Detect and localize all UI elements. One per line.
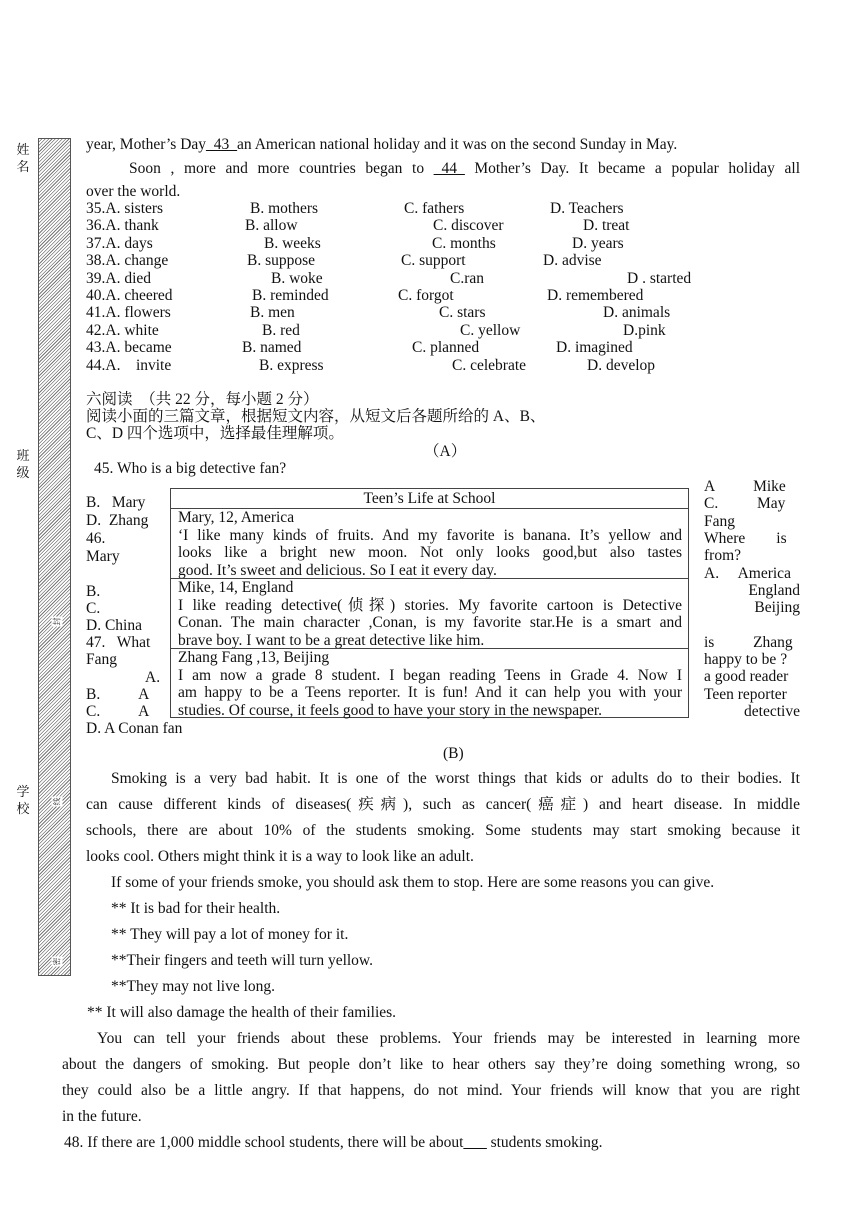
cloze-text: Mother’s Day. It became a popular holiday all	[474, 160, 801, 177]
section-heading: 六阅读 （共 22 分，每小题 2 分）	[86, 391, 319, 408]
option-row	[86, 235, 786, 252]
blank-43: _43_	[206, 136, 238, 153]
table-row	[171, 508, 688, 578]
para-line: they could also be a little angry. If that happens, do not mind. Your friends will know that you are right	[62, 1082, 800, 1099]
seal-mark: 封	[52, 617, 62, 626]
para-line: looks cool. Others might think it is a way to look like an adult.	[86, 848, 474, 865]
row-head: Mike, 14, England	[178, 579, 294, 596]
option-c: C. celebrate	[452, 356, 527, 374]
right-col-line: A. America	[704, 565, 791, 582]
option-row	[86, 252, 786, 269]
para-line: about the dangers of smoking. But people don’t like to hear others say they’re doing something wrong, so	[62, 1056, 800, 1073]
right-col-line: detective	[744, 703, 800, 720]
option-row	[86, 287, 786, 304]
left-col-line: 47. What	[86, 634, 151, 651]
option-c: C. months	[432, 234, 496, 252]
option-a: 37.A. days	[86, 234, 153, 252]
option-b: B. men	[250, 304, 295, 322]
left-col-line: Fang	[86, 651, 117, 668]
right-col-line: happy to be ?	[704, 651, 788, 668]
option-b: B. express	[259, 356, 324, 374]
row-line: brave boy. I want to be a great detective like him.	[178, 631, 485, 649]
row-line: Conan. The main character ,Conan, is my favorite star.He is a smart and	[178, 614, 682, 631]
option-c: C. support	[401, 252, 466, 270]
option-c: C. yellow	[460, 321, 521, 339]
reason-item: **They may not live long.	[111, 978, 276, 995]
cloze-line-3: over the world.	[86, 183, 181, 200]
option-b: B. allow	[245, 217, 298, 235]
label-char: 学	[16, 785, 30, 800]
q48-text: students smoking.	[490, 1134, 603, 1151]
left-col-line: C. A	[86, 703, 150, 720]
row-line: I am now a grade 8 student. I began reading Teens in Grade 4. Now I	[178, 666, 682, 684]
option-d: D. remembered	[547, 287, 644, 304]
right-col-line: is Zhang	[704, 634, 793, 651]
right-col-line: Beijing	[754, 599, 800, 616]
question-48	[64, 1130, 603, 1156]
answer-blank: ___	[463, 1134, 487, 1151]
option-b: B. reminded	[252, 287, 329, 304]
reason-item: **Their fingers and teeth will turn yellow.	[111, 952, 373, 969]
para-line: can cause different kinds of diseases(疾病), such as cancer(癌症) and heart disease. In middle	[86, 796, 800, 813]
seal-mark: 密	[52, 957, 62, 966]
option-d: D. treat	[583, 217, 630, 235]
label-char: 名	[16, 160, 30, 175]
left-col-line: A.	[145, 669, 161, 686]
para-line: You can tell your friends about these problems. Your friends may be interested in learning more	[97, 1030, 800, 1047]
option-b: B. mothers	[250, 200, 319, 217]
reason-item: ** They will pay a lot of money for it.	[111, 926, 349, 943]
left-col-line: 46.	[86, 530, 106, 547]
teen-life-table	[170, 488, 689, 718]
option-row	[86, 270, 786, 287]
option-a: 42.A. white	[86, 321, 159, 339]
option-a: 36.A. thank	[86, 217, 159, 235]
option-b: B. suppose	[247, 252, 316, 270]
row-line: ‘I like many kinds of fruits. And my favorite is banana. It’s yellow and	[178, 526, 682, 544]
cloze-text: year, Mother’s Day	[86, 136, 207, 153]
right-col-line: C. May	[704, 495, 786, 512]
label-char: 校	[16, 802, 30, 817]
option-row	[86, 322, 786, 339]
instruction-text: 阅读小面的三篇文章，根据短文内容，从短文后各题所给的 A、B、	[86, 408, 546, 425]
binding-strip	[38, 138, 71, 976]
class-label	[14, 448, 32, 482]
passage-label: (B)	[443, 745, 464, 762]
option-row	[86, 357, 786, 374]
q48-text: 48. If there are 1,000 middle school students, there will be about	[64, 1134, 464, 1151]
option-a: 41.A. flowers	[86, 304, 171, 322]
option-c: C. fathers	[404, 200, 465, 217]
para-line: in the future.	[62, 1108, 142, 1125]
right-col-line: England	[748, 582, 800, 599]
option-c: C. forgot	[398, 287, 454, 304]
row-line: studies. Of course, it feels good to have your story in the newspaper.	[178, 701, 603, 719]
label-char: 姓	[16, 143, 30, 158]
passage-label: （A）	[424, 443, 467, 460]
right-col-line: Where is	[704, 530, 787, 547]
cloze-line-2	[129, 160, 800, 178]
option-row	[86, 339, 786, 356]
option-d: D. Teachers	[550, 200, 624, 217]
option-d: D. imagined	[556, 339, 633, 357]
option-b: B. woke	[271, 269, 323, 287]
label-char: 级	[16, 466, 30, 481]
cloze-text: an American national holiday and it was on the second Sunday in May.	[237, 136, 678, 153]
left-col-line: B. A	[86, 686, 150, 703]
row-head: Zhang Fang ,13, Beijing	[178, 649, 330, 666]
option-a: 35.A. sisters	[86, 200, 164, 217]
right-col-line: A Mike	[704, 478, 786, 495]
passage-b-para-1	[86, 766, 800, 870]
option-a: 38.A. change	[86, 252, 169, 270]
para-line: schools, there are about 10% of the students smoking. Some students may start smoking because it	[86, 822, 800, 839]
passage-b-para-3	[62, 1026, 800, 1130]
left-col-line: B. Mary	[86, 494, 146, 511]
table-row	[171, 578, 688, 648]
table-title: Teen’s Life at School	[363, 490, 496, 507]
option-c: C.ran	[450, 269, 485, 287]
cloze-text: Soon , more and more countries began to	[129, 160, 425, 177]
option-d: D. years	[572, 234, 624, 252]
reason-item: ** It is bad for their health.	[111, 900, 281, 917]
left-col-line: C.	[86, 600, 101, 617]
right-col-line: from?	[704, 547, 742, 564]
option-b: B. red	[262, 321, 300, 339]
option-b: B. named	[242, 339, 302, 357]
right-col-line: Teen reporter	[704, 686, 787, 703]
left-col-line: B.	[86, 583, 101, 600]
option-c: C. discover	[433, 217, 504, 235]
left-col-line: D. A Conan fan	[86, 720, 183, 737]
table-row	[171, 648, 688, 718]
name-label	[14, 142, 32, 176]
option-a: 43.A. became	[86, 339, 172, 357]
option-d: D.pink	[623, 321, 666, 339]
right-col-line: a good reader	[704, 668, 789, 685]
row-line: good. It’s sweet and delicious. So I eat it every day.	[178, 561, 497, 579]
passage-b-para-2: If some of your friends smoke, you should ask them to stop. Here are some reasons you can give.	[111, 874, 715, 891]
para-line: Smoking is a very bad habit. It is one of the worst things that kids or adults do to their bodies. It	[111, 770, 800, 787]
row-line: I like reading detective(侦探) stories. My favorite cartoon is Detective	[178, 596, 682, 614]
option-row	[86, 304, 786, 321]
option-a: 39.A. died	[86, 269, 152, 287]
blank-44: _44_	[433, 160, 465, 177]
row-line: looks like a bright new moon. Not only looks good,but also tastes	[178, 544, 682, 561]
option-d: D. animals	[603, 304, 671, 322]
option-c: C. stars	[439, 304, 486, 322]
option-d: D. develop	[587, 356, 656, 374]
instruction-text: C、D 四个选项中，选择最佳理解项。	[86, 425, 344, 442]
seal-mark: 线	[52, 797, 62, 806]
option-d: D. advise	[543, 252, 602, 270]
left-col-line: D. China	[86, 617, 142, 634]
option-d: D . started	[627, 269, 692, 287]
row-head: Mary, 12, America	[178, 509, 295, 526]
right-col-line: Fang	[704, 513, 735, 530]
label-char: 班	[16, 449, 30, 464]
option-b: B. weeks	[264, 234, 321, 252]
cloze-line-1	[86, 136, 677, 154]
option-a: 40.A. cheered	[86, 287, 173, 304]
option-row	[86, 217, 786, 234]
option-row	[86, 200, 786, 217]
option-a: 44.A. invite	[86, 356, 172, 374]
option-c: C. planned	[412, 339, 480, 357]
row-line: am happy to be a Teens reporter. It is fun! And it can help you with your	[178, 684, 682, 701]
school-label	[14, 784, 32, 818]
reason-item: ** It will also damage the health of their families.	[87, 1004, 397, 1021]
left-col-line: D. Zhang	[86, 512, 149, 529]
left-col-line: Mary	[86, 548, 120, 565]
question-45: 45. Who is a big detective fan?	[94, 460, 287, 477]
